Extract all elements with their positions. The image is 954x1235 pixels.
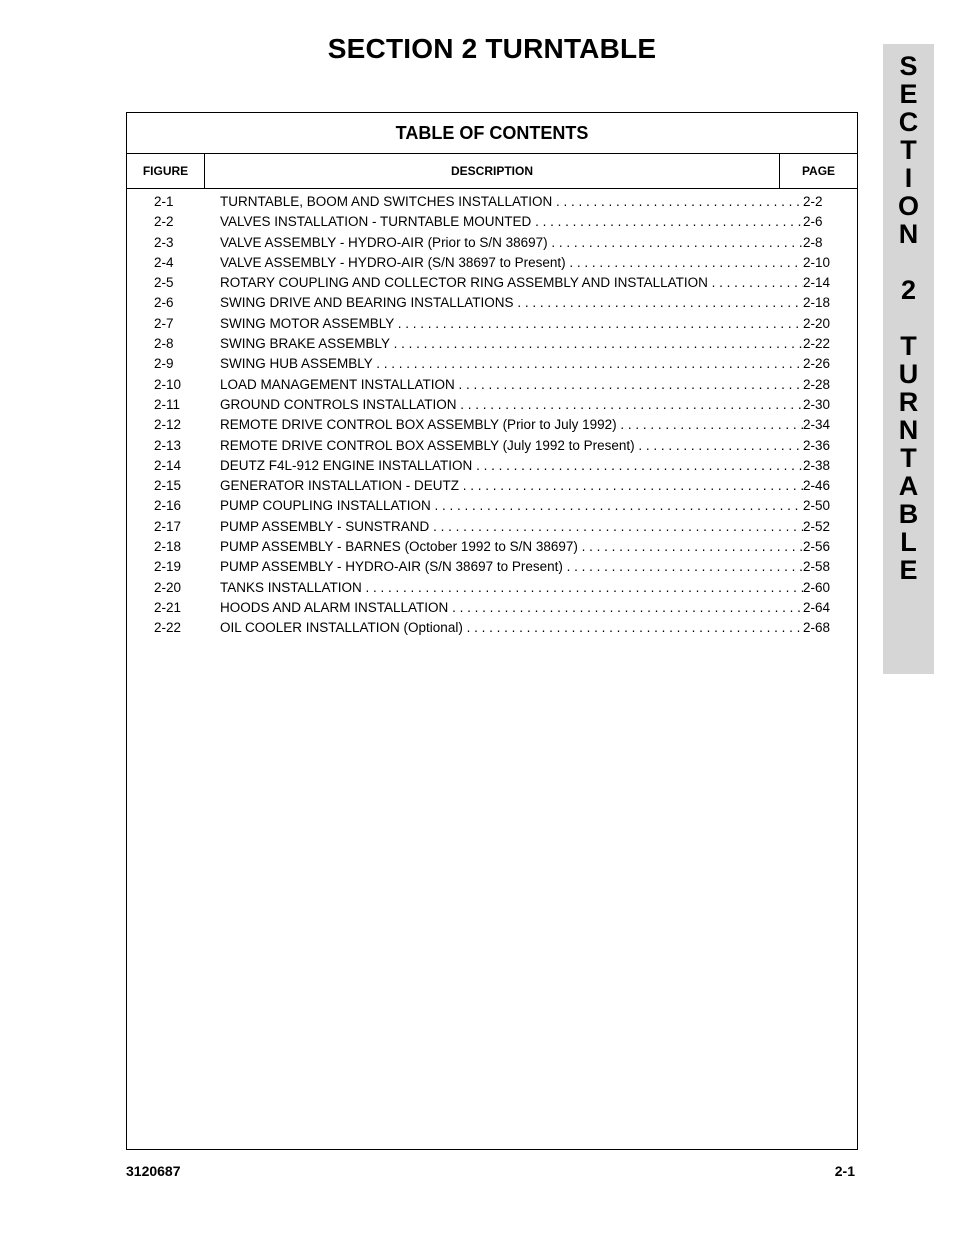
toc-figure-number: 2-14: [154, 457, 182, 473]
side-tab-letter: I: [904, 163, 913, 193]
toc-page-number: 2-56: [803, 539, 831, 555]
toc-page-number: 2-68: [803, 620, 831, 636]
toc-page-number: 2-30: [803, 396, 831, 412]
toc-page-number: 2-28: [803, 376, 831, 392]
toc-row: [127, 293, 857, 313]
side-tab-letter: A: [898, 471, 919, 501]
toc-figure-number: 2-13: [154, 437, 182, 453]
side-tab-letter: T: [900, 331, 917, 361]
toc-page-number: 2-2: [803, 194, 823, 209]
toc-description: TANKS INSTALLATION . . .: [220, 578, 803, 598]
side-tab-letter: U: [898, 359, 919, 389]
toc-figure-number: 2-19: [154, 559, 182, 575]
toc-figure-number: 2-21: [154, 599, 182, 615]
header-description: DESCRIPTION: [205, 154, 780, 188]
toc-row: [127, 314, 857, 334]
section-side-tab: [883, 44, 934, 674]
toc-row: [127, 233, 857, 253]
toc-page-number: 2-50: [803, 498, 831, 514]
side-tab-letter: N: [898, 415, 919, 445]
toc-description: PUMP ASSEMBLY - SUNSTRAND . . .: [220, 517, 803, 537]
toc-figure-number: 2-20: [154, 579, 182, 595]
side-tab-letter: T: [900, 443, 917, 473]
toc-row: [127, 557, 857, 577]
toc-description: TURNTABLE, BOOM AND SWITCHES INSTALLATION . . .: [220, 192, 803, 212]
page-title: SECTION 2 TURNTABLE: [327, 33, 657, 64]
toc-description: DEUTZ F4L-912 ENGINE INSTALLATION . . .: [220, 456, 803, 476]
side-tab-letter: O: [897, 191, 919, 221]
table-of-contents: [126, 112, 858, 1150]
toc-row: [127, 598, 857, 618]
side-tab-letter: L: [900, 527, 917, 557]
side-tab-letter: T: [900, 135, 917, 165]
side-tab-letter: E: [899, 79, 918, 109]
toc-page-number: 2-10: [803, 254, 831, 270]
toc-description: HOODS AND ALARM INSTALLATION . . .: [220, 598, 803, 618]
toc-description: REMOTE DRIVE CONTROL BOX ASSEMBLY (Prior to July 1992) . . .: [220, 415, 803, 435]
toc-description: PUMP ASSEMBLY - HYDRO-AIR (S/N 38697 to Present) . . .: [220, 557, 803, 577]
toc-figure-number: 2-17: [154, 518, 182, 534]
toc-row: [127, 212, 857, 232]
toc-figure-number: 2-1: [154, 194, 174, 209]
toc-description: LOAD MANAGEMENT INSTALLATION . . .: [220, 375, 803, 395]
toc-row: [127, 192, 857, 212]
toc-page-number: 2-22: [803, 336, 831, 352]
toc-figure-number: 2-11: [154, 396, 181, 412]
toc-title: TABLE OF CONTENTS: [395, 122, 589, 143]
toc-page-number: 2-60: [803, 579, 831, 595]
toc-row: [127, 456, 857, 476]
toc-description: OIL COOLER INSTALLATION (Optional) . . .: [220, 618, 803, 638]
toc-figure-number: 2-5: [154, 275, 174, 291]
toc-row: [127, 537, 857, 557]
toc-description: VALVES INSTALLATION - TURNTABLE MOUNTED . . .: [220, 212, 803, 232]
toc-description: REMOTE DRIVE CONTROL BOX ASSEMBLY (July 1992 to Present) . . .: [220, 436, 803, 456]
toc-page-number: 2-38: [803, 457, 831, 473]
toc-figure-number: 2-15: [154, 478, 182, 494]
toc-row: [127, 395, 857, 415]
toc-page-number: 2-46: [803, 478, 831, 494]
toc-description: VALVE ASSEMBLY - HYDRO-AIR (S/N 38697 to Present) . . .: [220, 253, 803, 273]
toc-page-number: 2-34: [803, 417, 831, 433]
toc-description: PUMP COUPLING INSTALLATION . . .: [220, 496, 803, 516]
toc-row: [127, 496, 857, 516]
toc-figure-number: 2-7: [154, 315, 174, 331]
toc-figure-number: 2-4: [154, 254, 174, 270]
toc-row: [127, 618, 857, 638]
toc-row: [127, 415, 857, 435]
document-number: 3120687: [126, 1163, 181, 1179]
toc-page-number: 2-6: [803, 214, 823, 230]
toc-figure-number: 2-9: [154, 356, 174, 372]
toc-row: [127, 354, 857, 374]
toc-description: SWING HUB ASSEMBLY . . .: [220, 354, 803, 374]
toc-rows: [127, 192, 857, 639]
toc-description: SWING DRIVE AND BEARING INSTALLATIONS . . .: [220, 293, 803, 313]
toc-page-number: 2-26: [803, 356, 831, 372]
toc-figure-number: 2-22: [154, 620, 182, 636]
toc-page-number: 2-64: [803, 599, 831, 615]
toc-page-number: 2-20: [803, 315, 831, 331]
toc-page-number: 2-58: [803, 559, 831, 575]
toc-row: [127, 476, 857, 496]
side-tab-letter: S: [899, 51, 918, 81]
toc-description: VALVE ASSEMBLY - HYDRO-AIR (Prior to S/N 38697) . . .: [220, 233, 803, 253]
toc-figure-number: 2-2: [154, 214, 174, 230]
toc-header-row: [127, 153, 857, 189]
toc-description: GENERATOR INSTALLATION - DEUTZ . . .: [220, 476, 803, 496]
toc-row: [127, 517, 857, 537]
toc-figure-number: 2-10: [154, 376, 182, 392]
toc-figure-number: 2-18: [154, 539, 182, 555]
toc-row: [127, 334, 857, 354]
toc-row: [127, 436, 857, 456]
toc-description: ROTARY COUPLING AND COLLECTOR RING ASSEMBLY AND INSTALLATION . . .: [220, 273, 803, 293]
toc-row: [127, 578, 857, 598]
header-figure: FIGURE: [127, 154, 205, 188]
toc-figure-number: 2-6: [154, 295, 174, 311]
toc-row: [127, 375, 857, 395]
toc-page-number: 2-8: [803, 234, 823, 250]
side-tab-letter: 2: [900, 275, 917, 305]
toc-figure-number: 2-3: [154, 234, 174, 250]
toc-page-number: 2-14: [803, 275, 831, 291]
side-tab-letter: R: [898, 387, 919, 417]
page-number: 2-1: [834, 1163, 855, 1179]
toc-page-number: 2-52: [803, 518, 831, 534]
side-tab-letter: C: [898, 107, 919, 137]
toc-page-number: 2-18: [803, 295, 831, 311]
toc-row: [127, 253, 857, 273]
toc-row: [127, 273, 857, 293]
side-tab-letter: N: [898, 219, 919, 249]
toc-figure-number: 2-8: [154, 336, 174, 352]
toc-figure-number: 2-16: [154, 498, 182, 514]
side-tab-letter: E: [899, 555, 918, 585]
toc-description: SWING BRAKE ASSEMBLY . . .: [220, 334, 803, 354]
toc-figure-number: 2-12: [154, 417, 182, 433]
toc-description: GROUND CONTROLS INSTALLATION . . .: [220, 395, 803, 415]
toc-description: PUMP ASSEMBLY - BARNES (October 1992 to S/N 38697) . . .: [220, 537, 803, 557]
side-tab-letter: B: [898, 499, 919, 529]
toc-description: SWING MOTOR ASSEMBLY . . .: [220, 314, 803, 334]
toc-page-number: 2-36: [803, 437, 831, 453]
header-page: PAGE: [801, 164, 836, 178]
